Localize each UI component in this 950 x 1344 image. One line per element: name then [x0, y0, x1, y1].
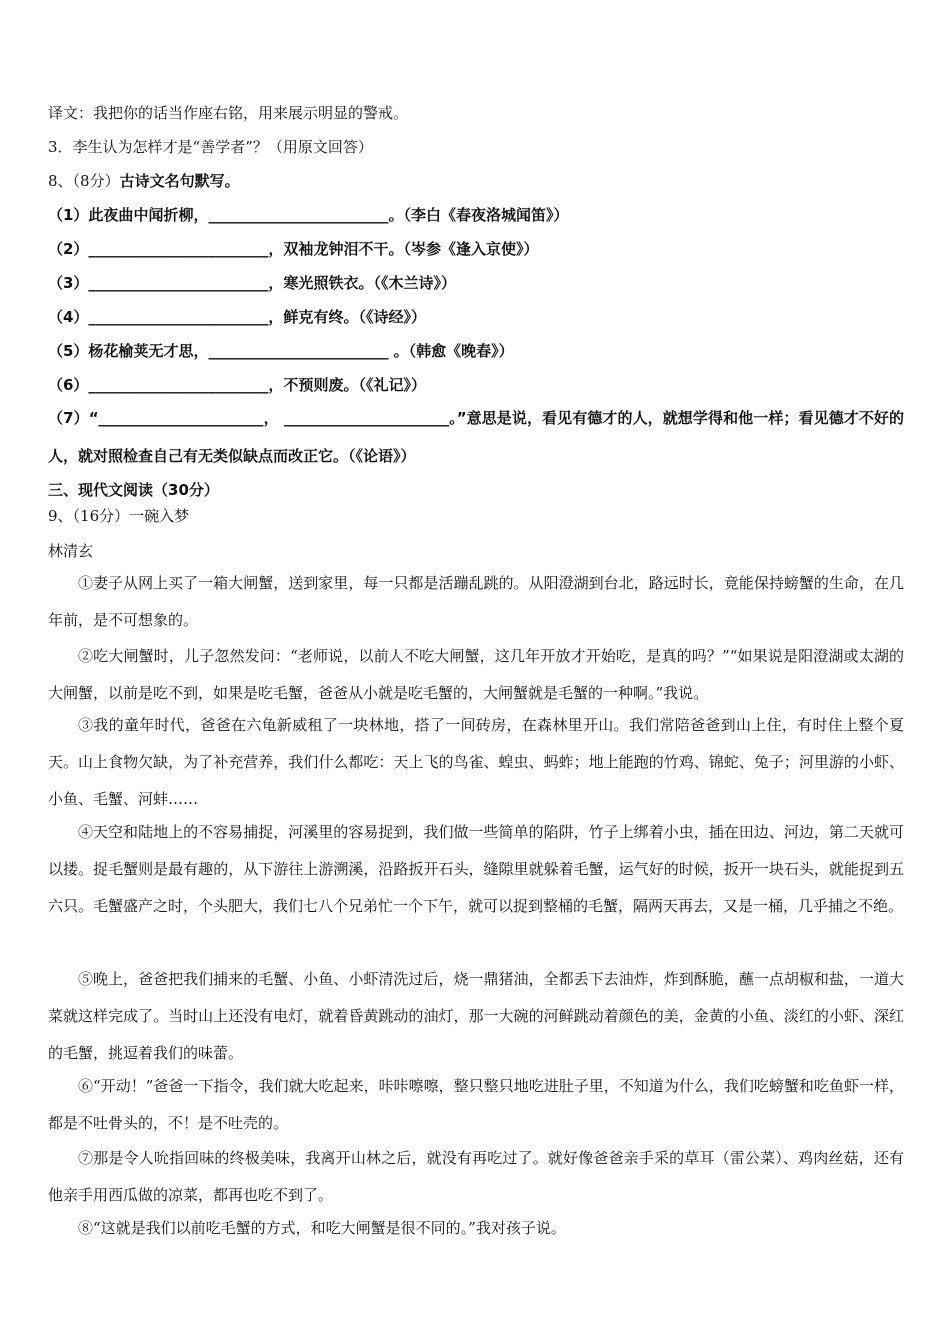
poem-item-6: （6）________________________，不预则废。（《礼记》）	[48, 376, 426, 394]
poem-item-5: （5）杨花榆荚无才思，________________________ 。（韩愈《晚春》）	[48, 342, 514, 360]
article-paragraph-3: ③我的童年时代，爸爸在六龟新威租了一块林地，搭了一间砖房，在森林里开山。我们常陪爸爸到山上住，有时住上整个夏天。山上食物欠缺，为了补充营养，我们什么都吃：天上飞的鸟雀、蝗虫、蚂蚱；地上能跑的竹鸡、锦蛇、兔子；河里游的小虾、小鱼、毛蟹、河蚌……	[48, 716, 904, 808]
question-8-title: 古诗文名句默写。	[119, 172, 240, 190]
article-author: 林清玄	[48, 542, 94, 560]
question-8-header	[48, 170, 240, 191]
translation-note: 译文：我把你的话当作座右铭，用来展示明显的警戒。	[48, 104, 409, 122]
question-8-number: 8、（8分）	[48, 172, 120, 190]
article-paragraph-5: ⑤晚上，爸爸把我们捕来的毛蟹、小鱼、小虾清洗过后，烧一鼎猪油，全都丢下去油炸，炸到酥脆，蘸一点胡椒和盐，一道大菜就这样完成了。当时山上还没有电灯，就着昏黄跳动的油灯，那一大碗的河鲜跳动着颜色的美，金黄的小鱼、淡红的小虾、深红的毛蟹，挑逗着我们的味蕾。	[48, 970, 904, 1062]
article-paragraph-6: ⑥“开动！”爸爸一下指令，我们就大吃起来，咔咔嚓嚓，整只整只地吃进肚子里，不知道为什么，我们吃螃蟹和吃鱼虾一样，都是不吐骨头的，不！是不吐壳的。	[48, 1077, 904, 1132]
article-paragraph-4: ④天空和陆地上的不容易捕捉，河溪里的容易捉到，我们做一些简单的陷阱，竹子上绑着小虫，插在田边、河边，第二天就可以搂。捉毛蟹则是最有趣的，从下游往上游溯溪，沿路扳开石头，缝隙里就躲着毛蟹，运气好的时候，扳开一块石头，就能捉到五六只。毛蟹盛产之时，个头肥大，我们七八个兄弟忙一个下午，就可以捉到整桶的毛蟹，隔两天再去，又是一桶，几乎捕之不绝。	[48, 823, 904, 915]
poem-item-2: （2）________________________，双袖龙钟泪不干。（岑参《逢入京使》）	[48, 240, 539, 258]
article-paragraph-7: ⑦那是令人吮指回味的终极美味，我离开山林之后，就没有再吃过了。就好像爸爸亲手采的草耳（雷公菜）、鸡肉丝菇，还有他亲手用西瓜做的凉菜，都再也吃不到了。	[48, 1149, 904, 1204]
poem-item-4: （4）________________________，鲜克有终。（《诗经》）	[48, 308, 426, 326]
question-3: 3．李生认为怎样才是“善学者”？（用原文回答）	[48, 138, 373, 156]
question-9-header: 9、（16分）一碗入梦	[48, 507, 190, 525]
article-paragraph-1: ①妻子从网上买了一箱大闸蟹，送到家里，每一只都是活蹦乱跳的。从阳澄湖到台北，路远时长，竟能保持螃蟹的生命，在几年前，是不可想象的。	[48, 574, 904, 629]
poem-item-3: （3）________________________，寒光照铁衣。（《木兰诗》）	[48, 274, 456, 292]
article-paragraph-2: ②吃大闸蟹时，儿子忽然发问：“老师说，以前人不吃大闸蟹，这几年开放才开始吃，是真的吗？”“如果说是阳澄湖或太湖的大闸蟹，以前是吃不到，如果是吃毛蟹，爸爸从小就是吃毛蟹的，大闸蟹就是毛蟹的一种啊。”我说。	[48, 647, 904, 702]
section-3-title: 三、现代文阅读（30分）	[48, 481, 219, 499]
poem-item-7: （7）“______________________， ______________________。”意思是说，看见有德才的人，就想学得和他一样；看见德才不好的人，就对照检查自己有无类似缺点而改正它。（《论语》）	[48, 409, 904, 465]
poem-item-1: （1）此夜曲中闻折柳，________________________。（李白《春夜洛城闻笛》）	[48, 206, 569, 224]
article-paragraph-8: ⑧“这就是我们以前吃毛蟹的方式，和吃大闸蟹是很不同的。”我对孩子说。	[78, 1219, 566, 1237]
